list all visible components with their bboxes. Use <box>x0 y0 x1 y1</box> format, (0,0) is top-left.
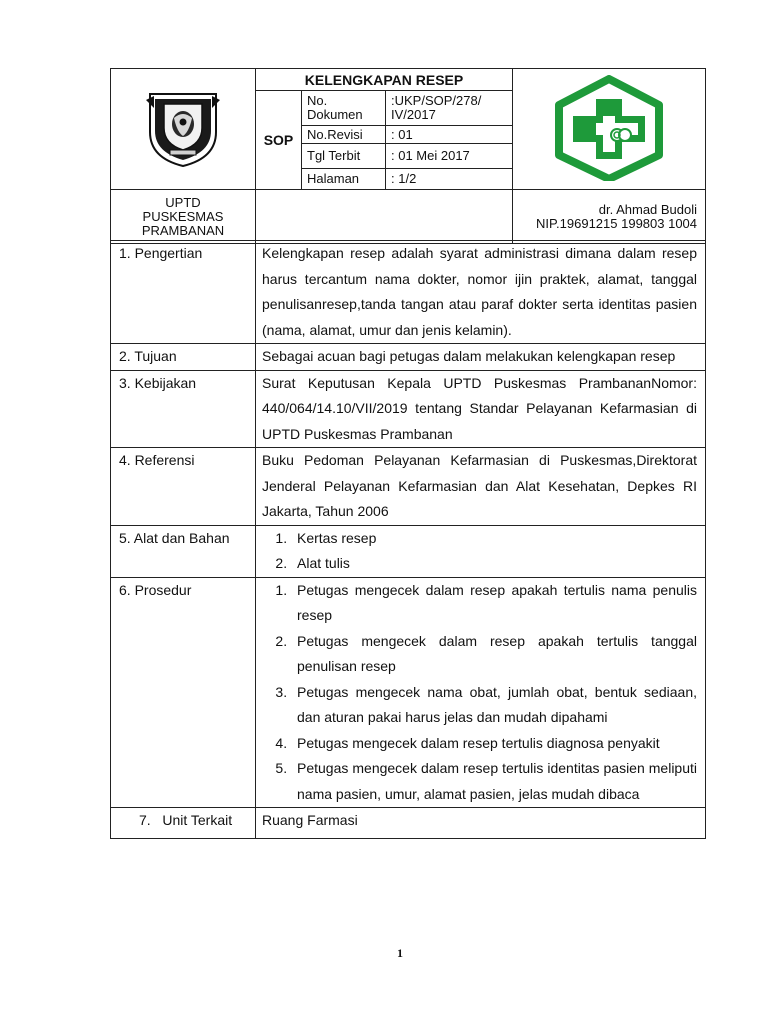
puskesmas-logo-cell <box>513 69 706 190</box>
section-label: 2. Tujuan <box>111 344 256 371</box>
list-item: 4. Petugas mengecek dalam resep tertulis diagnosa penyakit <box>291 731 697 757</box>
section-text: Ruang Farmasi <box>256 808 706 839</box>
section-list-cell <box>256 525 706 577</box>
page-value: : 1/2 <box>386 169 513 190</box>
revision-label: No.Revisi <box>302 126 386 144</box>
issue-date-label: Tgl Terbit <box>302 144 386 169</box>
regency-coat-of-arms-icon <box>144 88 222 168</box>
section-row <box>111 344 706 371</box>
section-text: Kelengkapan resep adalah syarat administrasi dimana dalam resep harus tercantum nama dokter, nomor ijin praktek, alamat, tanggal penulisanresep,tanda tangan atau paraf dokter serta identitas pasien (nama, alamat, umur dan jenis kelamin). <box>256 241 706 344</box>
tools-list <box>262 526 697 577</box>
doc-number-value: :UKP/SOP/278/ IV/2017 <box>386 91 513 126</box>
section-text: Buku Pedoman Pelayanan Kefarmasian di Puskesmas,Direktorat Jenderal Pelayanan Kefarmasian dan Alat Kesehatan, Depkes RI Jakarta, Tahun 2006 <box>256 448 706 526</box>
section-label: 3. Kebijakan <box>111 370 256 448</box>
section-label: 6. Prosedur <box>111 577 256 808</box>
page-label: Halaman <box>302 169 386 190</box>
section-label: 7. Unit Terkait <box>111 808 256 839</box>
sop-header-table <box>110 68 706 244</box>
section-row <box>111 448 706 526</box>
section-text: Sebagai acuan bagi petugas dalam melakukan kelengkapan resep <box>256 344 706 371</box>
section-label: 1. Pengertian <box>111 241 256 344</box>
signer-name: dr. Ahmad Budoli <box>598 201 698 217</box>
list-item: 5. Petugas mengecek dalam resep tertulis identitas pasien meliputi nama pasien, umur, alamat pasien, jelas mudah dibaca <box>291 756 697 807</box>
list-item: 3. Petugas mengecek nama obat, jumlah obat, bentuk sediaan, dan aturan pakai harus jelas dan mudah dipahami <box>291 680 697 731</box>
section-row <box>111 241 706 344</box>
org-line: PUSKESMAS <box>142 208 224 224</box>
section-label: 5. Alat dan Bahan <box>111 525 256 577</box>
section-label: 4. Referensi <box>111 448 256 526</box>
issue-date-value: : 01 Mei 2017 <box>386 144 513 169</box>
document-title: KELENGKAPAN RESEP <box>256 69 513 91</box>
signer-block <box>513 190 706 244</box>
section-list-cell <box>256 577 706 808</box>
page-number: 1 <box>397 946 403 960</box>
section-row <box>111 370 706 448</box>
list-item: 1. Petugas mengecek dalam resep apakah tertulis nama penulis resep <box>291 578 697 629</box>
signer-nip: NIP.19691215 199803 1004 <box>536 215 698 231</box>
procedure-list <box>262 578 697 808</box>
section-row <box>111 577 706 808</box>
revision-value: : 01 <box>386 126 513 144</box>
list-item: 2. Alat tulis <box>291 551 697 577</box>
organization-name <box>111 190 256 244</box>
org-line: PRAMBANAN <box>141 222 225 238</box>
puskesmas-hexagon-cross-logo-icon <box>549 75 669 181</box>
signature-blank-cell <box>256 190 513 244</box>
doc-number-label: No. Dokumen <box>302 91 386 126</box>
section-row <box>111 525 706 577</box>
section-row <box>111 808 706 839</box>
list-item: 1. Kertas resep <box>291 526 697 552</box>
sop-label: SOP <box>256 91 302 190</box>
sop-body-table <box>110 240 706 839</box>
section-text: Surat Keputusan Kepala UPTD Puskesmas PrambananNomor: 440/064/14.10/VII/2019 tentang Standar Pelayanan Kefarmasian di UPTD Puskesmas Prambanan <box>256 370 706 448</box>
list-item: 2. Petugas mengecek dalam resep apakah tertulis tanggal penulisan resep <box>291 629 697 680</box>
regency-logo-cell <box>111 69 256 190</box>
org-line: UPTD <box>165 194 201 210</box>
